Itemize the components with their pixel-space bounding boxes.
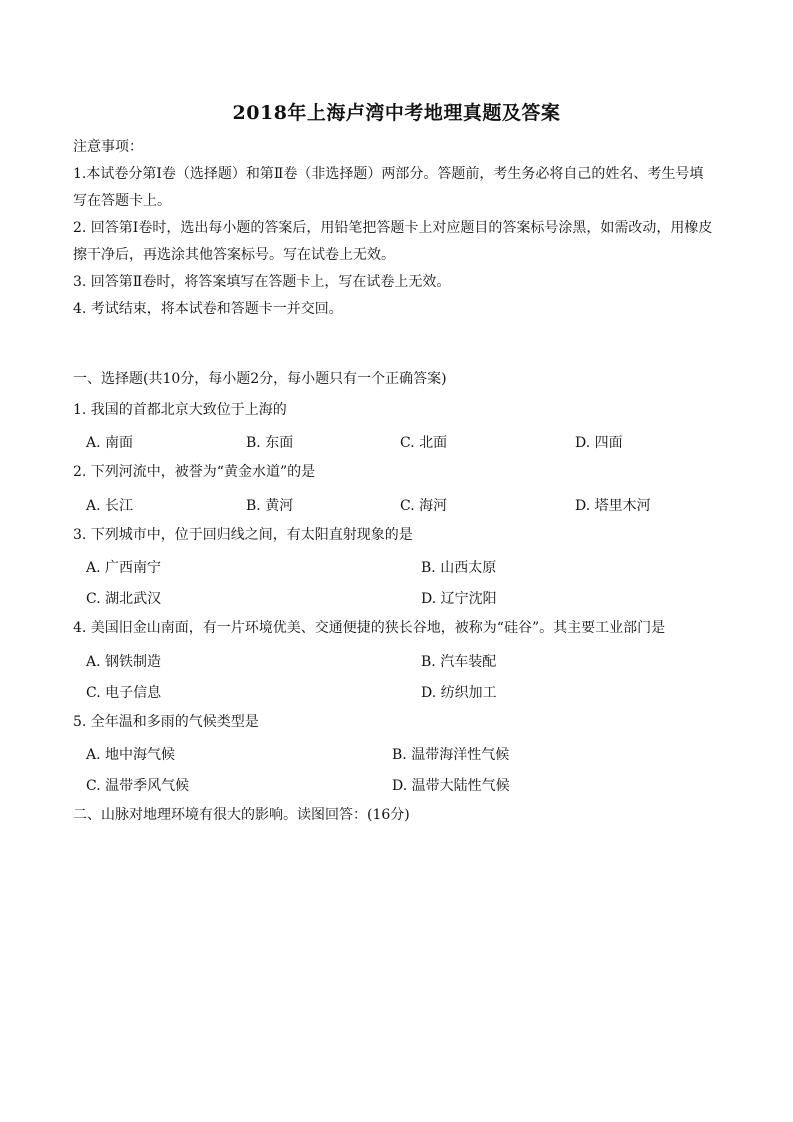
option-d: D. 塔里木河: [575, 498, 651, 514]
option-d: D. 温带大陆性气候: [392, 778, 510, 794]
notice-line: 1.本试卷分第Ⅰ卷（选择题）和第Ⅱ卷（非选择题）两部分。答题前，考生务必将自己的姓名、考生号填: [73, 166, 704, 182]
notice-line: 写在答题卡上。: [73, 193, 171, 209]
option-c: C. 电子信息: [86, 685, 162, 701]
notice-line: 3. 回答第Ⅱ卷时，将答案填写在答题卡上，写在试卷上无效。: [73, 274, 451, 290]
option-b: B. 黄河: [246, 498, 294, 514]
question-text: 5. 全年温和多雨的气候类型是: [73, 714, 259, 730]
option-d: D. 四面: [575, 435, 623, 451]
notice-line: 2. 回答第Ⅰ卷时，选出每小题的答案后，用铅笔把答题卡上对应题目的答案标号涂黑，如需改动，用橡皮: [73, 220, 713, 236]
option-c: C. 北面: [400, 435, 448, 451]
option-b: B. 山西太原: [421, 560, 497, 576]
option-row: [86, 775, 766, 793]
option-row: [86, 557, 766, 575]
notice-line: 擦干净后，再选涂其他答案标号。写在试卷上无效。: [73, 247, 395, 263]
section-heading: 二、山脉对地理环境有很大的影响。读图回答：(16分): [73, 807, 410, 823]
option-row: [86, 495, 766, 513]
section-heading: 一、选择题(共10分，每小题2分，每小题只有一个正确答案): [73, 371, 447, 387]
option-d: D. 辽宁沈阳: [421, 591, 497, 607]
option-row: [86, 744, 766, 762]
notice-heading: 注意事项：: [73, 139, 143, 155]
option-row: [86, 432, 766, 450]
question-text: 2. 下列河流中，被誉为“黄金水道”的是: [73, 464, 316, 480]
option-row: [86, 588, 766, 606]
question-text: 3. 下列城市中，位于回归线之间，有太阳直射现象的是: [73, 527, 413, 543]
document-title: 2018年上海卢湾中考地理真题及答案: [232, 102, 561, 124]
option-b: B. 汽车装配: [421, 654, 497, 670]
question-text: 1. 我国的首都北京大致位于上海的: [73, 402, 287, 418]
option-a: A. 钢铁制造: [86, 654, 162, 670]
option-c: C. 温带季风气候: [86, 778, 190, 794]
option-d: D. 纺织加工: [421, 685, 497, 701]
option-row: [86, 651, 766, 669]
question-text: 4. 美国旧金山南面，有一片环境优美、交通便捷的狭长谷地，被称为“硅谷”。其主要工业部门是: [73, 620, 666, 636]
option-a: A. 广西南宁: [86, 560, 162, 576]
notice-line: 4. 考试结束，将本试卷和答题卡一并交回。: [73, 301, 343, 317]
option-c: C. 海河: [400, 498, 448, 514]
option-c: C. 湖北武汉: [86, 591, 162, 607]
option-a: A. 地中海气候: [86, 747, 176, 763]
option-b: B. 温带海洋性气候: [392, 747, 510, 763]
option-a: A. 南面: [86, 435, 134, 451]
option-row: [86, 682, 766, 700]
option-b: B. 东面: [246, 435, 294, 451]
option-a: A. 长江: [86, 498, 134, 514]
